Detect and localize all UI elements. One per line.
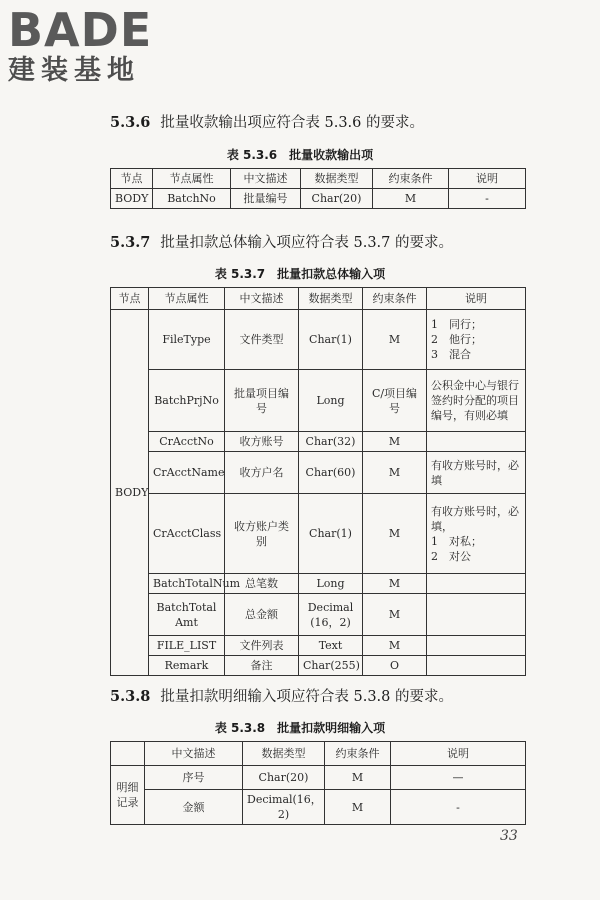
- cell-constraint: M: [325, 766, 391, 790]
- table-row: [111, 636, 526, 656]
- cell-note: 公积金中心与银行签约时分配的项目编号，有则必填: [427, 370, 526, 432]
- table-5-3-6: [110, 168, 526, 209]
- cell-type: Long: [299, 574, 363, 594]
- header-cell: 说明: [427, 288, 526, 310]
- note-line: 1 对私；: [431, 534, 482, 548]
- header-cell: 约束条件: [363, 288, 427, 310]
- page-number: 33: [500, 828, 518, 844]
- cell-attr: FileType: [149, 310, 225, 370]
- table-5-3-7: [110, 287, 526, 676]
- header-cell: [111, 742, 145, 766]
- cell-attr: CrAcctNo: [149, 432, 225, 452]
- cell-type: Char(255): [299, 656, 363, 676]
- cell-note: [427, 636, 526, 656]
- cell-constraint: O: [363, 656, 427, 676]
- cell-desc: 总笔数: [225, 574, 299, 594]
- cell-desc: 金额: [145, 790, 243, 825]
- cell-attr: FILE_LIST: [149, 636, 225, 656]
- table-row: [111, 432, 526, 452]
- cell-desc: 收方户名: [225, 452, 299, 494]
- table-row: [111, 790, 526, 825]
- cell-type: Long: [299, 370, 363, 432]
- logo-wordmark: BADE: [8, 3, 153, 57]
- cell-note: 有收方账号时，必填: [427, 452, 526, 494]
- cell-group-label: 明细记录: [111, 766, 145, 825]
- header-cell: 中文描述: [225, 288, 299, 310]
- section-text: 批量扣款总体输入项应符合表 5.3.7 的要求。: [160, 235, 453, 251]
- cell-note: [427, 594, 526, 636]
- header-cell: 节点属性: [149, 288, 225, 310]
- cell-type: Decimal (16，2): [299, 594, 363, 636]
- header-cell: 说明: [449, 169, 526, 189]
- header-cell: 节点属性: [153, 169, 231, 189]
- note-line: 2 他行；: [431, 333, 482, 346]
- section-text: 批量扣款明细输入项应符合表 5.3.8 的要求。: [160, 689, 453, 705]
- header-cell: 数据类型: [301, 169, 373, 189]
- cell-desc: 备注: [225, 656, 299, 676]
- cell-type: Text: [299, 636, 363, 656]
- cell-type: Char(1): [299, 494, 363, 574]
- cell-type: Char(32): [299, 432, 363, 452]
- cell-attr: BatchTotalNum: [149, 574, 225, 594]
- section-heading-5-3-7: [110, 234, 453, 252]
- cell-constraint: M: [363, 636, 427, 656]
- cell-note: -: [449, 189, 526, 209]
- table-row: [111, 452, 526, 494]
- cell-attr: BatchTotal Amt: [149, 594, 225, 636]
- table-header-row: [111, 288, 526, 310]
- section-heading-5-3-8: [110, 688, 453, 706]
- cell-type: Char(60): [299, 452, 363, 494]
- cell-desc: 文件类型: [225, 310, 299, 370]
- cell-node-body: BODY: [111, 310, 149, 676]
- header-cell: 节点: [111, 169, 153, 189]
- table-row: [111, 310, 526, 370]
- cell-desc: 总金额: [225, 594, 299, 636]
- cell-desc: 文件列表: [225, 636, 299, 656]
- cell-constraint: M: [363, 574, 427, 594]
- cell-note: [427, 656, 526, 676]
- note-line: 2 对公: [431, 549, 471, 563]
- cell-desc: 收方账号: [225, 432, 299, 452]
- logo: [8, 3, 178, 86]
- cell-constraint: M: [325, 790, 391, 825]
- note-line: 有收方账号时，必填，: [431, 504, 519, 533]
- table-row: [111, 370, 526, 432]
- cell-note: [427, 432, 526, 452]
- header-cell: 约束条件: [373, 169, 449, 189]
- cell-attr: BatchPrjNo: [149, 370, 225, 432]
- section-heading-5-3-6: [110, 114, 424, 132]
- logo-subtitle: 建装基地: [8, 55, 140, 86]
- cell-note: [427, 494, 526, 574]
- section-number: 5.3.7: [110, 234, 151, 251]
- table-row: [111, 574, 526, 594]
- table-row: [111, 594, 526, 636]
- header-cell: 数据类型: [299, 288, 363, 310]
- cell-constraint: M: [373, 189, 449, 209]
- cell-note: [427, 574, 526, 594]
- note-line: 3 混合: [431, 348, 471, 361]
- cell-attr: CrAcctClass: [149, 494, 225, 574]
- cell-desc: 批量项目编号: [225, 370, 299, 432]
- table-row: [111, 766, 526, 790]
- cell-constraint: M: [363, 432, 427, 452]
- table-header-row: [111, 169, 526, 189]
- cell-desc: 批量编号: [231, 189, 301, 209]
- header-cell: 数据类型: [243, 742, 325, 766]
- table-caption-5-3-6: 表 5.3.6 批量收款输出项: [226, 148, 374, 162]
- note-line: 1 同行；: [431, 318, 482, 331]
- cell-attr: CrAcctName: [149, 452, 225, 494]
- cell-note: -: [391, 790, 526, 825]
- cell-note: —: [391, 766, 526, 790]
- cell-constraint: M: [363, 310, 427, 370]
- table-header-row: [111, 742, 526, 766]
- header-cell: 节点: [111, 288, 149, 310]
- cell-type: Char(20): [243, 766, 325, 790]
- section-text: 批量收款输出项应符合表 5.3.6 的要求。: [160, 115, 424, 131]
- cell-constraint: C/项目编号: [363, 370, 427, 432]
- table-row: [111, 494, 526, 574]
- cell-node: BODY: [111, 189, 153, 209]
- table-caption-5-3-7: 表 5.3.7 批量扣款总体输入项: [214, 267, 386, 281]
- header-cell: 中文描述: [231, 169, 301, 189]
- cell-attr: BatchNo: [153, 189, 231, 209]
- table-row: [111, 189, 526, 209]
- header-cell: 中文描述: [145, 742, 243, 766]
- cell-constraint: M: [363, 494, 427, 574]
- cell-attr: Remark: [149, 656, 225, 676]
- section-number: 5.3.8: [110, 688, 151, 705]
- header-cell: 约束条件: [325, 742, 391, 766]
- header-cell: 说明: [391, 742, 526, 766]
- cell-type: Char(20): [301, 189, 373, 209]
- table-row: [111, 656, 526, 676]
- section-number: 5.3.6: [110, 114, 151, 131]
- table-5-3-8: [110, 741, 526, 825]
- cell-type: Char(1): [299, 310, 363, 370]
- cell-type: Decimal(16，2): [243, 790, 325, 825]
- table-caption-5-3-8: 表 5.3.8 批量扣款明细输入项: [214, 721, 386, 735]
- cell-note: [427, 310, 526, 370]
- cell-desc: 收方账户类别: [225, 494, 299, 574]
- cell-constraint: M: [363, 594, 427, 636]
- cell-constraint: M: [363, 452, 427, 494]
- cell-desc: 序号: [145, 766, 243, 790]
